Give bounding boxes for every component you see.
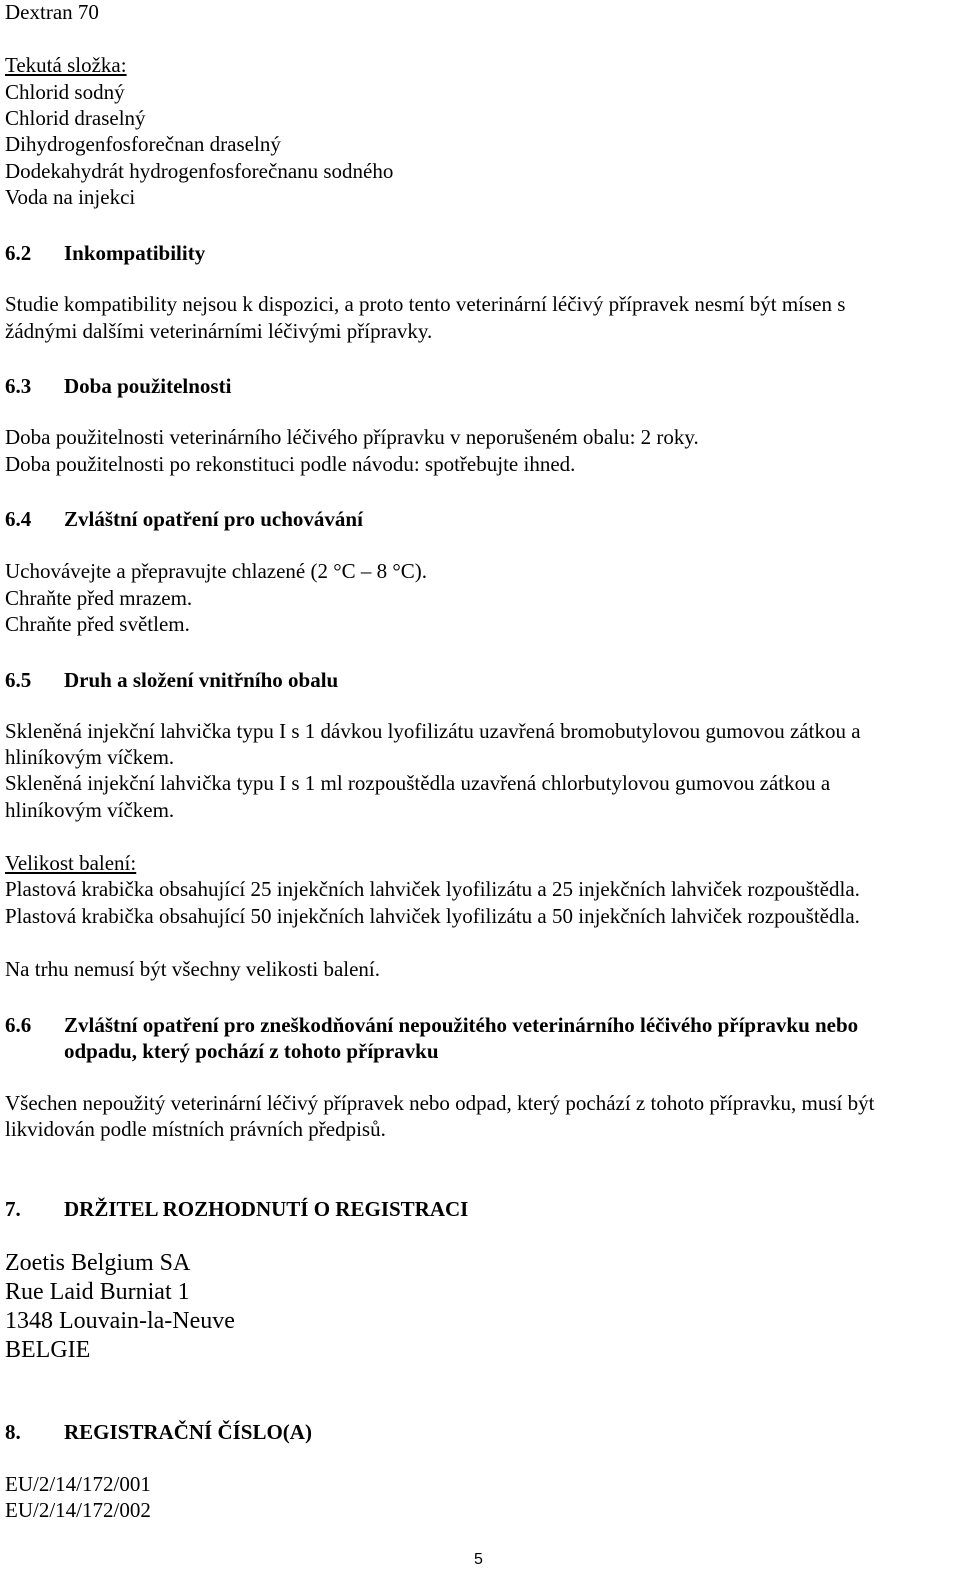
section-number: 8. — [5, 1420, 21, 1444]
address-line: 1348 Louvain-la-Neuve — [5, 1308, 235, 1334]
list-item: Chlorid sodný — [5, 80, 125, 104]
paragraph-line: Doba použitelnosti po rekonstituci podle návodu: spotřebujte ihned. — [5, 452, 576, 476]
section-number: 6.3 — [5, 374, 32, 398]
section-number: 6.4 — [5, 507, 32, 531]
list-item: Dodekahydrát hydrogenfosforečnanu sodného — [5, 159, 394, 183]
section-title: Doba použitelnosti — [64, 374, 232, 398]
paragraph-line: Chraňte před světlem. — [5, 612, 190, 636]
section-number: 6.6 — [5, 1013, 32, 1037]
paragraph-line: Skleněná injekční lahvička typu I s 1 ml rozpouštědla uzavřená chlorbutylovou gumovou zátkou a — [5, 771, 831, 795]
section-title: REGISTRAČNÍ ČÍSLO(A) — [64, 1420, 312, 1444]
page-number: 5 — [474, 1551, 483, 1568]
paragraph-line: Plastová krabička obsahující 50 injekčních lahviček lyofilizátu a 50 injekčních lahviček rozpouštědla. — [5, 904, 860, 928]
section-title: Zvláštní opatření pro uchovávání — [64, 507, 363, 531]
paragraph-line: Skleněná injekční lahvička typu I s 1 dávkou lyofilizátu uzavřená bromobutylovou gumovou zátkou a — [5, 719, 861, 743]
liquid-component-heading: Tekutá složka: — [5, 53, 127, 77]
paragraph-line: hliníkovým víčkem. — [5, 745, 175, 769]
section-number: 6.2 — [5, 241, 32, 265]
registration-number: EU/2/14/172/001 — [5, 1472, 151, 1496]
paragraph-line: Na trhu nemusí být všechny velikosti balení. — [5, 957, 381, 981]
list-item: Dihydrogenfosforečnan draselný — [5, 132, 281, 156]
section-title: Inkompatibility — [64, 241, 206, 265]
paragraph-line: Plastová krabička obsahující 25 injekčních lahviček lyofilizátu a 25 injekčních lahviček rozpouštědla. — [5, 877, 860, 901]
paragraph-line: Doba použitelnosti veterinárního léčivého přípravku v neporušeném obalu: 2 roky. — [5, 425, 699, 449]
paragraph-line: hliníkovým víčkem. — [5, 798, 175, 822]
address-line: BELGIE — [5, 1337, 91, 1363]
paragraph-line: Uchovávejte a přepravujte chlazené (2 °C – 8 °C). — [5, 559, 428, 583]
section-number: 7. — [5, 1197, 21, 1221]
section-title: Druh a složení vnitřního obalu — [64, 668, 339, 692]
paragraph-line: likvidován podle místních právních předpisů. — [5, 1117, 386, 1141]
pack-size-heading: Velikost balení: — [5, 851, 137, 875]
paragraph-line: Studie kompatibility nejsou k dispozici, a proto tento veterinární léčivý přípravek nesmí být mísen s — [5, 292, 846, 316]
product-title: Dextran 70 — [5, 0, 99, 24]
section-title: DRŽITEL ROZHODNUTÍ O REGISTRACI — [64, 1197, 469, 1221]
address-line: Rue Laid Burniat 1 — [5, 1279, 190, 1305]
list-item: Chlorid draselný — [5, 106, 146, 130]
section-title: Zvláštní opatření pro zneškodňování nepoužitého veterinárního léčivého přípravku nebo — [64, 1013, 859, 1037]
paragraph-line: Všechen nepoužitý veterinární léčivý přípravek nebo odpad, který pochází z tohoto přípravku, musí být — [5, 1091, 875, 1115]
address-line: Zoetis Belgium SA — [5, 1250, 191, 1276]
section-title-continued: odpadu, který pochází z tohoto přípravku — [64, 1039, 439, 1063]
paragraph-line: žádnými dalšími veterinárními léčivými přípravky. — [5, 319, 433, 343]
registration-number: EU/2/14/172/002 — [5, 1498, 151, 1522]
list-item: Voda na injekci — [5, 185, 136, 209]
paragraph-line: Chraňte před mrazem. — [5, 586, 193, 610]
section-number: 6.5 — [5, 668, 32, 692]
